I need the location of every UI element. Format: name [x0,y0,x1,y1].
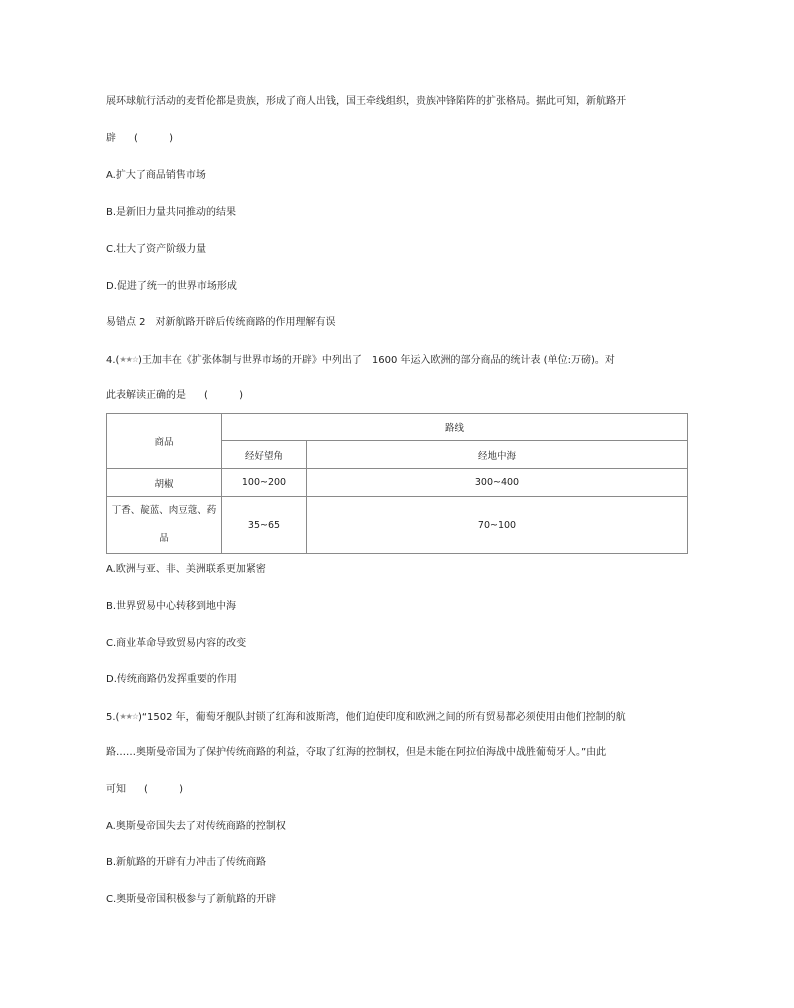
q4-stem-text-2: 此表解读正确的是 [106,390,186,401]
q4-option-d: D.传统商路仍发挥重要的作用 [106,674,237,685]
table-cell-goods [107,497,222,554]
q3-stem-line1: 展环球航行活动的麦哲伦都是贵族，形成了商人出钱，国王牵线组织，贵族冲锋陷阵的扩张格局。据此可知，新航路开 [106,96,626,107]
q5-stem-line2: 路……奥斯曼帝国为了保护传统商路的利益，夺取了红海的控制权，但是未能在阿拉伯海战中战胜葡萄牙人。”由此 [106,747,607,758]
q5-answer-paren: ( ) [144,784,197,795]
q4-stem-text: )王加丰在《扩张体制与世界市场的开辟》中列出了 1600 年运入欧洲的部分商品的统计表 (单位:万磅)。对 [137,355,615,366]
table-row [107,469,688,497]
table-cell-goods: 胡椒 [107,469,222,497]
q4-option-c: C.商业革命导致贸易内容的改变 [106,638,247,649]
q4-answer-paren: ( ) [204,390,257,401]
q3-answer-paren: ( ) [134,133,187,144]
q5-stem-text: )“1502 年，葡萄牙舰队封锁了红海和波斯湾，他们迫使印度和欧洲之间的所有贸易都必须使用由他们控制的航 [137,712,626,723]
q5-number: 5.( [106,712,120,723]
q5-stem-line1 [106,710,626,725]
table-header-goods: 商品 [107,414,222,469]
error-point-heading: 易错点 2 对新航路开辟后传统商路的作用理解有误 [106,317,336,328]
table-cell-cape: 100~200 [222,469,307,497]
q5-option-c: C.奥斯曼帝国积极参与了新航路的开辟 [106,894,277,905]
table-row [107,497,688,554]
q4-option-a: A.欧洲与亚、非、美洲联系更加紧密 [106,564,266,575]
difficulty-stars-icon: ★★☆ [119,355,138,364]
q3-stem-text: 辟 [106,133,116,144]
q5-stem-line3 [106,783,197,797]
q3-option-c: C.壮大了资产阶级力量 [106,244,207,255]
table-cell-mediterranean: 70~100 [307,497,688,554]
table-cell-goods-line1: 丁香、靛蓝、肉豆蔻、药 [111,505,217,516]
q4-number: 4.( [106,355,120,366]
q4-stem-line2 [106,389,257,403]
q3-option-b: B.是新旧力量共同推动的结果 [106,207,237,218]
q3-option-a: A.扩大了商品销售市场 [106,170,206,181]
difficulty-stars-icon: ★★☆ [119,712,138,721]
table-header-mediterranean: 经地中海 [307,441,688,469]
goods-statistics-table [106,413,688,554]
table-cell-cape: 35~65 [222,497,307,554]
q3-option-d: D.促进了统一的世界市场形成 [106,281,237,292]
table-header-cape: 经好望角 [222,441,307,469]
q5-option-b: B.新航路的开辟有力冲击了传统商路 [106,857,267,868]
table-cell-goods-line2: 品 [159,533,169,544]
q4-stem-line1 [106,353,615,368]
q3-stem-line2 [106,132,187,146]
q5-option-a: A.奥斯曼帝国失去了对传统商路的控制权 [106,821,286,832]
q5-stem-text-3: 可知 [106,784,126,795]
table-header-route: 路线 [222,414,688,441]
q4-option-b: B.世界贸易中心转移到地中海 [106,601,237,612]
table-cell-mediterranean: 300~400 [307,469,688,497]
